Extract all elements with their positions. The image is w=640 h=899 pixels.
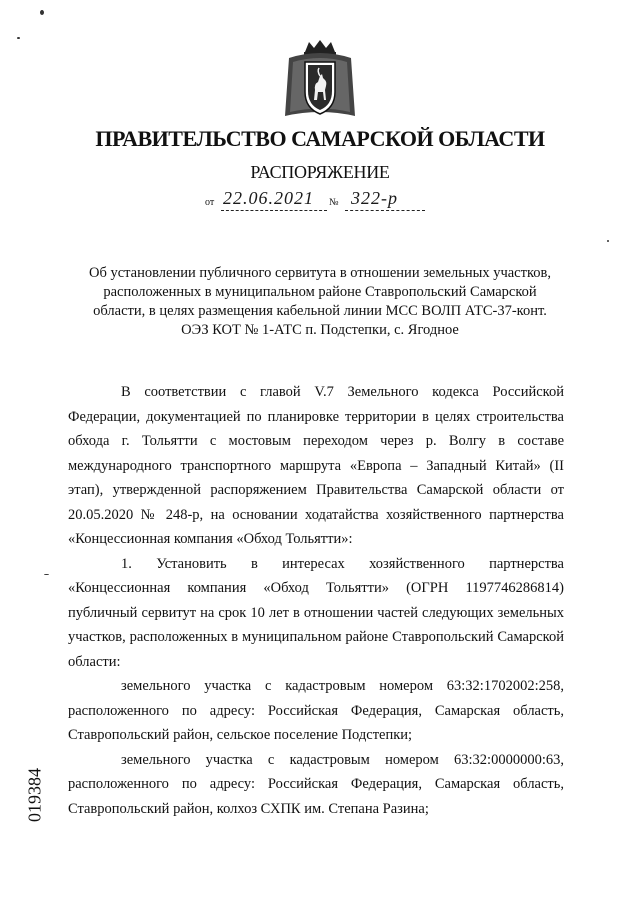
title-line: расположенных в муниципальном районе Ставропольский Самарской [103,284,537,300]
body-paragraph: земельного участка с кадастровым номером 63:32:0000000:63, расположенного по адресу: Российская Федерация, Самарская область, Ставропольский район, колхоз СХПК им. Степана Разина; [68,751,564,817]
date-number-line [205,188,445,214]
scan-speck [17,37,20,39]
scan-speck [607,240,609,242]
date-prefix: от [205,197,215,208]
title-line: ОЭЗ КОТ № 1-АТС п. Подстепки, с. Ягодное [181,322,459,338]
document-type: РАСПОРЯЖЕНИЕ [250,162,390,182]
document-body [68,380,564,821]
samara-coat-of-arms-icon [281,38,359,124]
number-underline [345,210,425,211]
scan-speck [44,574,49,575]
handwritten-date: 22.06.2021 [223,188,314,208]
body-paragraph: 1. Установить в интересах хозяйственного партнерства «Концессионная компания «Обход Тольятти» (ОГРН 1197746286814) публичный сервитут на срок 10 лет в отношении частей следующих земельных участков, расположенных в муниципальном районе Ставропольский Самарской области: [68,555,564,670]
number-sign: № [329,197,339,208]
document-title [62,264,578,340]
title-line: области, в целях размещения кабельной линии МСС ВОЛП АТС-37-конт. [93,303,547,319]
title-line: Об установлении публичного сервитута в отношении земельных участков, [89,265,551,281]
side-stamp-number [23,760,47,830]
body-paragraph: земельного участка с кадастровым номером 63:32:1702002:258, расположенного по адресу: Российская Федерация, Самарская область, Ставропольский район, сельское поселение Подстепки; [68,678,564,743]
side-stamp-text: 019384 [24,768,45,822]
body-paragraph: В соответствии с главой V.7 Земельного кодекса Российской Федерации, документацией по планировке территории в целях строительства обхода г. Тольятти с мостовым переходом через р. Волгу в составе международного транспортного маршрута «Европа – Западный Китай» (II этап), утвержденной распоряжением Правительства Самарской области от 20.05.2020 № 248-р, на основании ходатайства хозяйственного партнерства «Концессионная компания «Обход Тольятти»: [68,384,564,547]
date-underline [221,210,327,211]
scan-speck [40,10,44,15]
organization-name: ПРАВИТЕЛЬСТВО САМАРСКОЙ ОБЛАСТИ [95,126,545,151]
handwritten-number: 322-р [351,188,398,208]
